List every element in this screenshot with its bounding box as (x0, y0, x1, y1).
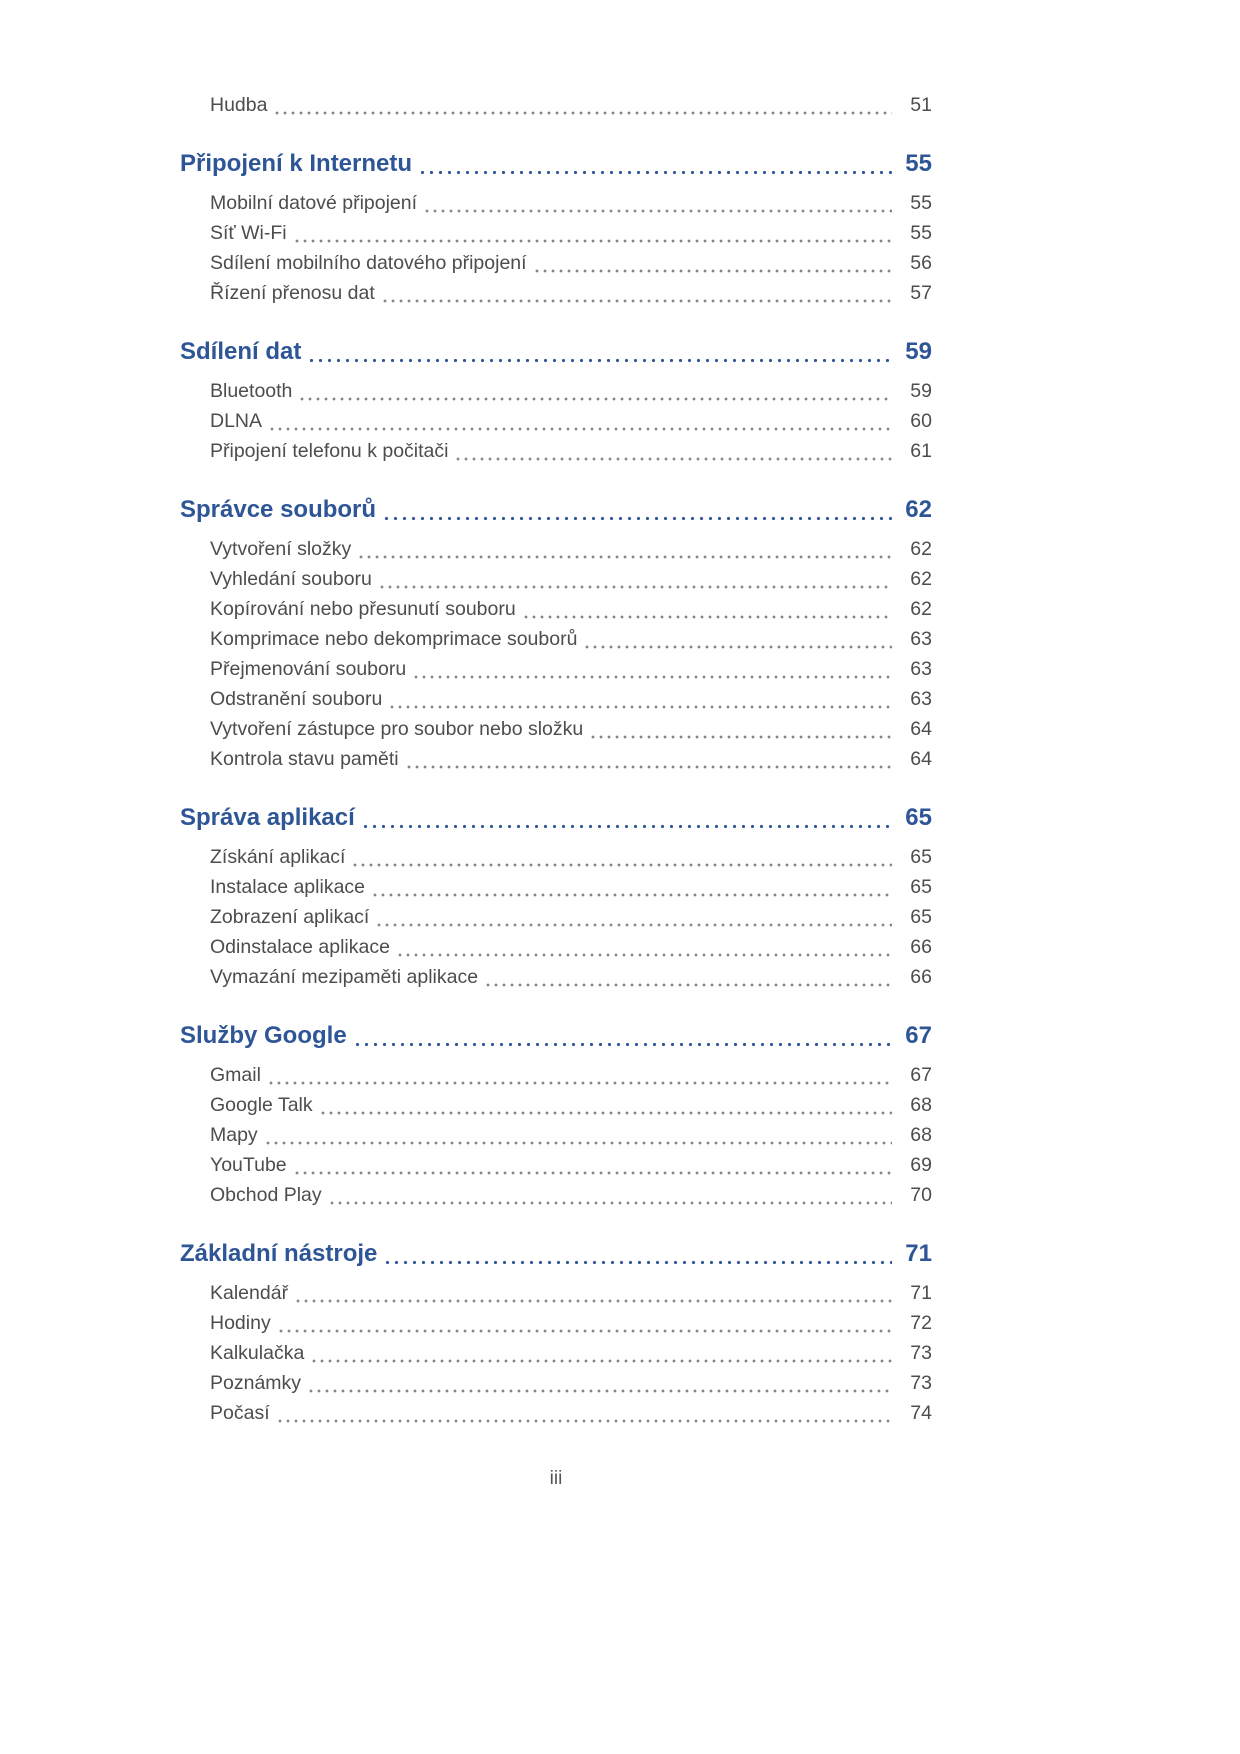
toc-entry (180, 436, 932, 466)
toc-entry-label: YouTube (210, 1154, 287, 1176)
toc-entry-label: Kontrola stavu paměti (210, 748, 399, 770)
toc-leader-dots (310, 1359, 892, 1363)
toc-entry-page: 55 (910, 192, 932, 214)
toc-entry-page: 51 (910, 94, 932, 116)
toc-leader-dots (276, 1419, 892, 1423)
toc-entry (180, 872, 932, 902)
toc-entry-label: Hodiny (210, 1312, 271, 1334)
toc-entry-label: Odstranění souboru (210, 688, 383, 710)
toc-entry (180, 594, 932, 624)
toc-entry-page: 63 (910, 658, 932, 680)
toc-entry-label: Poznámky (210, 1372, 302, 1394)
toc-entry-label: Zobrazení aplikací (210, 906, 370, 928)
toc-entry-page: 65 (910, 876, 932, 898)
toc-entry-label: Počasí (210, 1402, 270, 1424)
page-number: iii (549, 1468, 563, 1489)
toc-entry-label: DLNA (210, 410, 263, 432)
toc-leader-dots (273, 111, 892, 115)
toc-entry-page: 63 (910, 688, 932, 710)
toc-leader-dots (388, 705, 892, 709)
toc-section-heading-label: Základní nástroje (180, 1240, 378, 1267)
toc-entry (180, 1120, 932, 1150)
toc-entry (180, 278, 932, 308)
toc-section-heading-label: Služby Google (180, 1022, 347, 1049)
toc-entry (180, 714, 932, 744)
toc-section-heading-label: Připojení k Internetu (180, 150, 413, 177)
toc-entry-page: 64 (910, 718, 932, 740)
toc-entry-page: 55 (910, 222, 932, 244)
toc-leader-dots (454, 457, 892, 461)
toc-entry-label: Kalkulačka (210, 1342, 305, 1364)
toc-leader-dots (405, 765, 892, 769)
toc-leader-dots (381, 299, 892, 303)
toc-entry (180, 1090, 932, 1120)
toc-section-heading (180, 1019, 932, 1053)
toc-entry (180, 188, 932, 218)
toc-leader-dots (396, 953, 892, 957)
toc-section-heading (180, 335, 932, 369)
toc-leader-dots (277, 1329, 892, 1333)
toc-entry (180, 744, 932, 774)
toc-entry-label: Kopírování nebo přesunutí souboru (210, 598, 516, 620)
toc-entry (180, 1308, 932, 1338)
toc-entry (180, 1180, 932, 1210)
toc-entry (180, 624, 932, 654)
toc-leader-dots (351, 863, 892, 867)
toc-entry-label: Vytvoření složky (210, 538, 352, 560)
toc-section-heading-label: Sdílení dat (180, 338, 302, 365)
toc-leader-dots (382, 516, 892, 521)
toc-leader-dots (307, 1389, 892, 1393)
toc-entry-label: Vymazání mezipaměti aplikace (210, 966, 479, 988)
toc-entry-page: 62 (910, 568, 932, 590)
toc-entry-label: Vytvoření zástupce pro soubor nebo složku (210, 718, 584, 740)
toc-leader-dots (293, 1171, 892, 1175)
toc-entry (180, 902, 932, 932)
toc-section-heading-page: 59 (905, 338, 932, 365)
toc-entry-label: Gmail (210, 1064, 261, 1086)
toc-section-heading (180, 801, 932, 835)
toc-section-heading-label: Správa aplikací (180, 804, 355, 831)
toc-entry-label: Připojení telefonu k počitači (210, 440, 449, 462)
toc-entry-page: 73 (910, 1342, 932, 1364)
toc-entry (180, 376, 932, 406)
toc-section-heading-page: 65 (905, 804, 932, 831)
toc-entry (180, 248, 932, 278)
toc-leader-dots (268, 427, 892, 431)
toc-entry-page: 66 (910, 936, 932, 958)
toc-section-heading-page: 71 (905, 1240, 932, 1267)
toc-entry-page: 60 (910, 410, 932, 432)
toc-entry (180, 1398, 932, 1428)
toc-entry (180, 932, 932, 962)
toc-entry (180, 90, 932, 120)
toc-leader-dots (298, 397, 892, 401)
toc-section-heading-page: 55 (905, 150, 932, 177)
toc-entry-label: Síť Wi-Fi (210, 222, 287, 244)
toc-entry-label: Přejmenování souboru (210, 658, 407, 680)
toc-entry-label: Obchod Play (210, 1184, 322, 1206)
toc-entry (180, 654, 932, 684)
toc-entry-label: Vyhledání souboru (210, 568, 372, 590)
toc-section-heading-page: 62 (905, 496, 932, 523)
toc-entry-label: Řízení přenosu dat (210, 282, 375, 304)
toc-entry-page: 74 (910, 1402, 932, 1424)
toc-leader-dots (361, 824, 892, 829)
toc-entry-page: 71 (910, 1282, 932, 1304)
toc-entry-page: 70 (910, 1184, 932, 1206)
toc-entry-page: 67 (910, 1064, 932, 1086)
toc-section-heading (180, 1237, 932, 1271)
toc-entry-label: Mapy (210, 1124, 258, 1146)
toc-entry-label: Komprimace nebo dekomprimace souborů (210, 628, 578, 650)
toc-entry-label: Kalendář (210, 1282, 289, 1304)
toc-leader-dots (371, 893, 892, 897)
toc-entry-page: 64 (910, 748, 932, 770)
toc-leader-dots (357, 555, 892, 559)
toc-entry (180, 534, 932, 564)
toc-entry (180, 1338, 932, 1368)
toc-leader-dots (375, 923, 892, 927)
toc-leader-dots (378, 585, 892, 589)
toc-entry (180, 1060, 932, 1090)
toc-entry-label: Instalace aplikace (210, 876, 366, 898)
toc-entry (180, 842, 932, 872)
toc-leader-dots (589, 735, 892, 739)
toc-entry-label: Bluetooth (210, 380, 293, 402)
toc-entry-page: 65 (910, 846, 932, 868)
toc-leader-dots (533, 269, 892, 273)
toc-entry-label: Hudba (210, 94, 268, 116)
toc-leader-dots (307, 358, 892, 363)
toc-leader-dots (264, 1141, 892, 1145)
toc-entry (180, 684, 932, 714)
toc-entry-page: 66 (910, 966, 932, 988)
toc-leader-dots (484, 983, 892, 987)
toc-entry-label: Google Talk (210, 1094, 313, 1116)
toc-entry (180, 406, 932, 436)
toc-list (180, 90, 932, 1428)
toc-entry-page: 59 (910, 380, 932, 402)
toc-entry (180, 564, 932, 594)
toc-entry-page: 73 (910, 1372, 932, 1394)
toc-entry-page: 63 (910, 628, 932, 650)
toc-leader-dots (383, 1260, 892, 1265)
page-footer (180, 1468, 932, 1490)
toc-entry-label: Mobilní datové připojení (210, 192, 418, 214)
toc-leader-dots (418, 170, 892, 175)
toc-section-heading-label: Správce souborů (180, 496, 377, 523)
toc-entry-label: Odinstalace aplikace (210, 936, 390, 958)
toc-entry (180, 962, 932, 992)
toc-section-heading (180, 147, 932, 181)
toc-leader-dots (294, 1299, 892, 1303)
toc-leader-dots (267, 1081, 892, 1085)
toc-entry-page: 62 (910, 538, 932, 560)
toc-entry (180, 218, 932, 248)
toc-entry-page: 68 (910, 1094, 932, 1116)
toc-leader-dots (583, 645, 892, 649)
toc-entry-page: 65 (910, 906, 932, 928)
toc-entry-page: 61 (910, 440, 932, 462)
toc-entry-label: Získání aplikací (210, 846, 346, 868)
toc-section-heading (180, 493, 932, 527)
toc-entry-page: 69 (910, 1154, 932, 1176)
toc-entry-page: 72 (910, 1312, 932, 1334)
toc-leader-dots (522, 615, 892, 619)
toc-leader-dots (319, 1111, 892, 1115)
toc-entry-page: 57 (910, 282, 932, 304)
toc-section-heading-page: 67 (905, 1022, 932, 1049)
toc-entry-label: Sdílení mobilního datového připojení (210, 252, 527, 274)
toc-leader-dots (412, 675, 892, 679)
toc-entry (180, 1278, 932, 1308)
toc-entry-page: 56 (910, 252, 932, 274)
toc-entry-page: 68 (910, 1124, 932, 1146)
toc-leader-dots (353, 1042, 892, 1047)
toc-leader-dots (423, 209, 892, 213)
toc-entry (180, 1368, 932, 1398)
toc-leader-dots (293, 239, 892, 243)
toc-leader-dots (328, 1201, 892, 1205)
toc-entry-page: 62 (910, 598, 932, 620)
toc-entry (180, 1150, 932, 1180)
